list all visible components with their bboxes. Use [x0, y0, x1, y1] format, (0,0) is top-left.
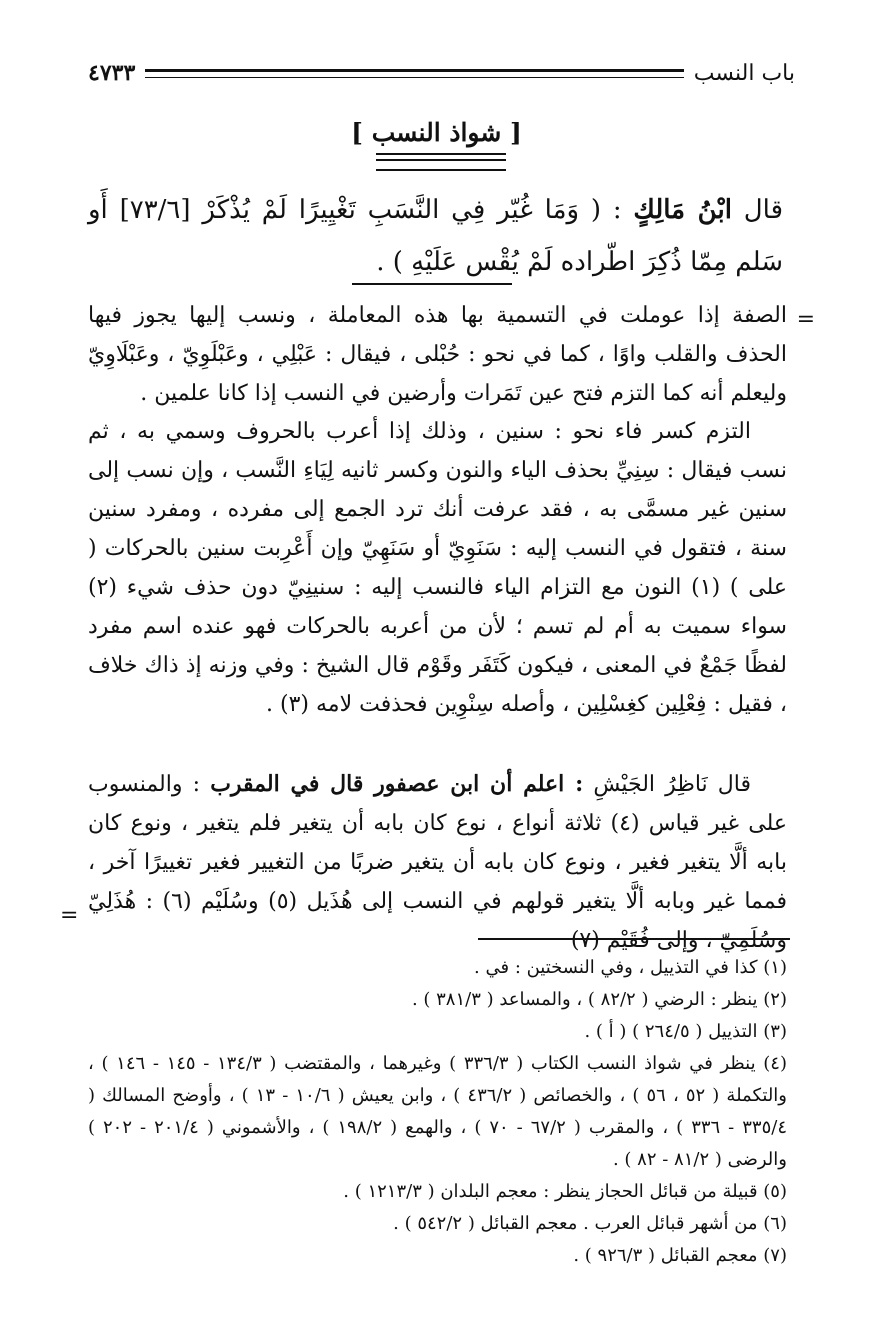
footnote-7: (٧) معجم القبائل ( ٩٢٦/٣ ) . — [573, 1245, 787, 1266]
title-underline — [376, 153, 506, 171]
verse-underline — [352, 283, 512, 285]
verse-speaker: ابْنُ مَالِكٍ — [633, 195, 732, 225]
running-header — [88, 58, 795, 88]
page-number: ٤٧٣٣ — [88, 60, 136, 86]
paragraph-3-name: نَاظِرُ الجَيْشِ — [593, 772, 708, 797]
chapter-title: باب النسب — [693, 60, 795, 86]
paragraph-3 — [88, 765, 787, 960]
paragraph-1: الصفة إذا عوملت في التسمية بها هذه المعاملة ، ونسب إليها يجوز فيها الحذف والقلب واوًا ، كما في نحو : حُبْلى ، فيقال : عَبْلِي ، وعَبْلَوِيّ ، وعَبْلَاوِيّ وليعلم أنه كما التزم فتح عين تَمَرات وأرضين في النسب إذا كانا علمين . — [88, 303, 787, 406]
paragraph-3-intro: قال — [717, 772, 752, 797]
footnote-1: (١) كذا في التذييل ، وفي النسختين : في . — [474, 957, 787, 978]
verse-intro: قال — [743, 195, 783, 225]
footnote-separator — [478, 938, 790, 940]
footnote-6: (٦) من أشهر قبائل العرب . معجم القبائل ( ٥٤٢/٢ ) . — [393, 1213, 787, 1234]
footnote-5: (٥) قبيلة من قبائل الحجاز ينظر : معجم البلدان ( ١٢١٣/٣ ) . — [343, 1181, 787, 1202]
verse-text: : ( وَمَا غُيّر فِي النَّسَبِ تَغْيِيرًا لَمْ يُذْكَرْ [٧٣/٦] أَو سَلم مِمّا ذُكِرَ اطّراده لَمْ يُقْس عَلَيْهِ ) . — [88, 195, 783, 277]
footnote-4: (٤) ينظر في شواذ النسب الكتاب ( ٣٣٦/٣ ) وغيرهما ، والمقتضب ( ١٣٤/٣ - ١٤٥ - ١٤٦ ) ، والتكملة ( ٥٢ ، ٥٦ ) ، والخصائص ( ٤٣٦/٢ ) ، وابن يعيش ( ١٠/٦ - ١٣ ) ، وأوضح المسالك ( ٣٣٥/٤ - ٣٣٦ ) ، والمقرب ( ٦٧/٢ - ٧٠ ) ، والهمع ( ١٩٨/٢ ) ، والأشموني ( ٢٠١/٤ - ٢٠٢ ) والرضى ( ٨١/٢ - ٨٢ ) . — [88, 1053, 788, 1170]
paragraph-3-rest: : والمنسوب على غير قياس (٤) ثلاثة أنواع ، نوع كان بابه أن يتغير فلم يتغير ، ونوع كان بابه ألَّا يتغير فغير ، ونوع كان بابه أن يتغير ضربًا من التغيير فغير تغييرًا آخر ، فمما غير وبابه ألَّا يتغير قولهم في النسب إلى هُذَيل (٥) وسُلَيْم (٦) : هُذَلِيّ وسُلَمِيّ ، وإلى فُقَيْم (٧) — [88, 772, 788, 953]
continuation-mark-top: = — [796, 307, 815, 332]
footnotes — [88, 952, 787, 1272]
footnote-3: (٣) التذييل ( ٢٦٤/٥ ) ( أ ) . — [584, 1021, 787, 1042]
section-title: [ شواذ النسب ] — [351, 118, 522, 147]
verse-block — [88, 184, 783, 288]
footnote-2: (٢) ينظر : الرضي ( ٨٢/٢ ) ، والمساعد ( ٣٨١/٣ ) . — [411, 989, 787, 1010]
paragraph-2: التزم كسر فاء نحو : سنين ، وذلك إذا أعرب بالحروف وسمي به ، ثم نسب فيقال : سِنِيِّ بحذف الياء والنون وكسر ثانيه لِيَاءِ النَّسب ، وإن نسب إلى سنين غير مسمَّى به ، فقد عرفت أنك ترد الجمع إلى مفرده ، ومفرد سنين سنة ، فتقول في النسب إليه : سَنَوِيّ أو سَنَهِيّ وإن أَعْرِبت سنين بالحركات ( على ) (١) النون مع التزام الياء فالنسب إليه : سنينِيّ دون حذف شيء (٢) سواء سميت به أم لم تسم ؛ لأن من أعربه بالحركات فهو عنده اسم مفرد لفظًا جَمْعٌ في المعنى ، فيكون كَتَفَر وقَوْم قال الشيخ : وفي وزنه إذ ذاك خلاف ، فقيل : فِعْلِين كغِسْلِين ، وأصله سِنْوِين فحذفت لامه (٣) . — [88, 419, 787, 717]
paragraph-3-bold: : اعلم أن ابن عصفور قال في المقرب — [210, 771, 584, 797]
header-rule — [145, 69, 684, 78]
continuation-mark-bottom: = — [60, 903, 79, 928]
